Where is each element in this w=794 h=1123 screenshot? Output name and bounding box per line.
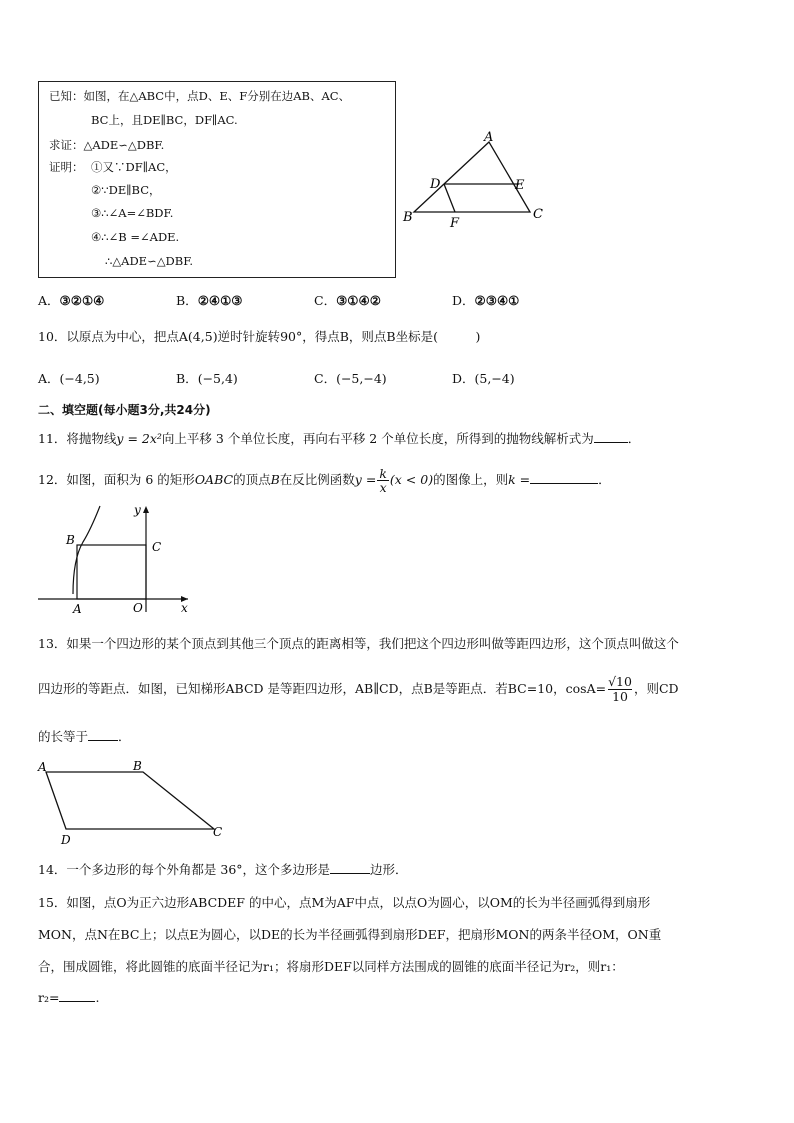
q11-formula: y = 2x² xyxy=(116,431,162,446)
prove-line xyxy=(49,137,164,153)
label-c: C xyxy=(213,825,223,839)
q13-answer-blank[interactable] xyxy=(88,728,118,741)
q10-option-a[interactable]: A．(−4,5) xyxy=(38,371,100,386)
label-c: C xyxy=(152,540,162,554)
q13-line-3: 的长等于 ． xyxy=(38,729,131,744)
label-d: D xyxy=(430,177,441,192)
q9-option-a[interactable]: A．③②①④ xyxy=(38,293,105,308)
prove-text: △ADE∽△DBF. xyxy=(83,138,165,152)
q15-line-2: MON，点N在BC上；以点E为圆心，以DE的长为半径画弧得到扇形DEF，把扇形MON的两条半径OM，ON重 xyxy=(38,927,662,942)
proof-step-4: ④∴∠B =∠ADE. xyxy=(91,230,180,244)
hyperbola-figure xyxy=(36,502,196,617)
trapezoid-abcd xyxy=(46,772,214,829)
label-b: B xyxy=(66,533,75,547)
q9-option-b[interactable]: B．②④①③ xyxy=(176,293,243,308)
q13-fraction: $\frac{√10}{10}$ xyxy=(608,674,632,704)
triangle-figure xyxy=(400,128,550,228)
label-a: A xyxy=(73,602,82,616)
q15-line-1: 15．如图，点O为正六边形ABCDEF 的中心，点M为AF中点，以点O为圆心，以OM的长为半径画弧得到扇形 xyxy=(38,895,651,910)
q15-line-3: 合，围成圆锥，将此圆锥的底面半径记为r₁；将扇形DEF以同样方法围成的圆锥的底面半径记为r₂，则r₁： xyxy=(38,959,624,974)
q14-answer-blank[interactable] xyxy=(330,861,370,874)
label-a: A xyxy=(38,760,47,774)
q10-option-d[interactable]: D．(5,−4) xyxy=(452,371,515,386)
given-line-1: 已知：如图，在△ABC中，点D、E、F分别在边AB、AC、 xyxy=(49,89,351,103)
q15-answer-blank[interactable] xyxy=(59,989,95,1002)
label-a: A xyxy=(484,130,494,145)
q10-option-c[interactable]: C．(−5,−4) xyxy=(314,371,387,386)
label-d: D xyxy=(61,833,71,847)
prove-label: 求证： xyxy=(49,138,84,152)
label-o: O xyxy=(133,601,143,615)
section-heading: 二、填空题(每小题3分,共24分) xyxy=(38,403,211,417)
y-axis-arrow xyxy=(143,506,149,513)
q11-stem: 11．将抛物线y = 2x²向上平移 3 个单位长度，再向右平移 2 个单位长度，所得到的抛物线解析式为 ． xyxy=(38,431,641,446)
proof-step-1: ①又∵DF∥AC， xyxy=(91,160,177,174)
given-line-2: BC上，且DE∥BC，DF∥AC. xyxy=(91,113,238,127)
rectangle-oabc xyxy=(77,545,146,599)
q9-option-c[interactable]: C．③①④② xyxy=(314,293,381,308)
q13-line-2: 四边形的等距点．如图，已知梯形ABCD 是等距四边形，AB∥CD，点B是等距点．若BC=10，cosA= $\frac{√10}{10}$ ，则CD xyxy=(38,674,679,704)
label-c: C xyxy=(533,207,543,222)
q15-line-4: r₂= . xyxy=(38,990,100,1005)
q12-answer-blank[interactable] xyxy=(530,471,598,484)
label-x: x xyxy=(181,601,188,615)
proof-conclusion: ∴△ADE∽△DBF. xyxy=(105,254,194,268)
label-f: F xyxy=(450,216,460,228)
trapezoid-figure xyxy=(36,757,228,847)
q10-stem: 10．以原点为中心，把点A(4,5)逆时针旋转90°，得点B，则点B坐标是( ) xyxy=(38,329,481,344)
label-b: B xyxy=(403,210,413,225)
q10-option-b[interactable]: B．(−5,4) xyxy=(176,371,238,386)
q12-fraction: $\frac{k}{x}$ xyxy=(379,466,387,495)
label-y: y xyxy=(134,503,141,517)
q13-line-1: 13．如果一个四边形的某个顶点到其他三个顶点的距离相等，我们把这个四边形叫做等距四边形，这个顶点叫做这个 xyxy=(38,636,679,651)
label-b: B xyxy=(133,759,142,773)
proof-step-2: ②∵DE∥BC， xyxy=(91,183,161,197)
q11-answer-blank[interactable] xyxy=(594,430,628,443)
q9-option-d[interactable]: D．②③④① xyxy=(452,293,520,308)
proof-step-3: ③∴∠A=∠BDF. xyxy=(91,206,174,220)
proof-box xyxy=(38,81,396,278)
proof-label: 证明： xyxy=(49,160,84,174)
segment-df xyxy=(444,184,455,212)
label-e: E xyxy=(515,178,525,193)
q12-stem: 12．如图，面积为 6 的矩形OABC的顶点B在反比例函数y = $\frac{k}{x}$ (x < 0)的图像上，则k = ． xyxy=(38,466,611,495)
q14-stem: 14．一个多边形的每个外角都是 36°，这个多边形是 边形． xyxy=(38,862,408,877)
